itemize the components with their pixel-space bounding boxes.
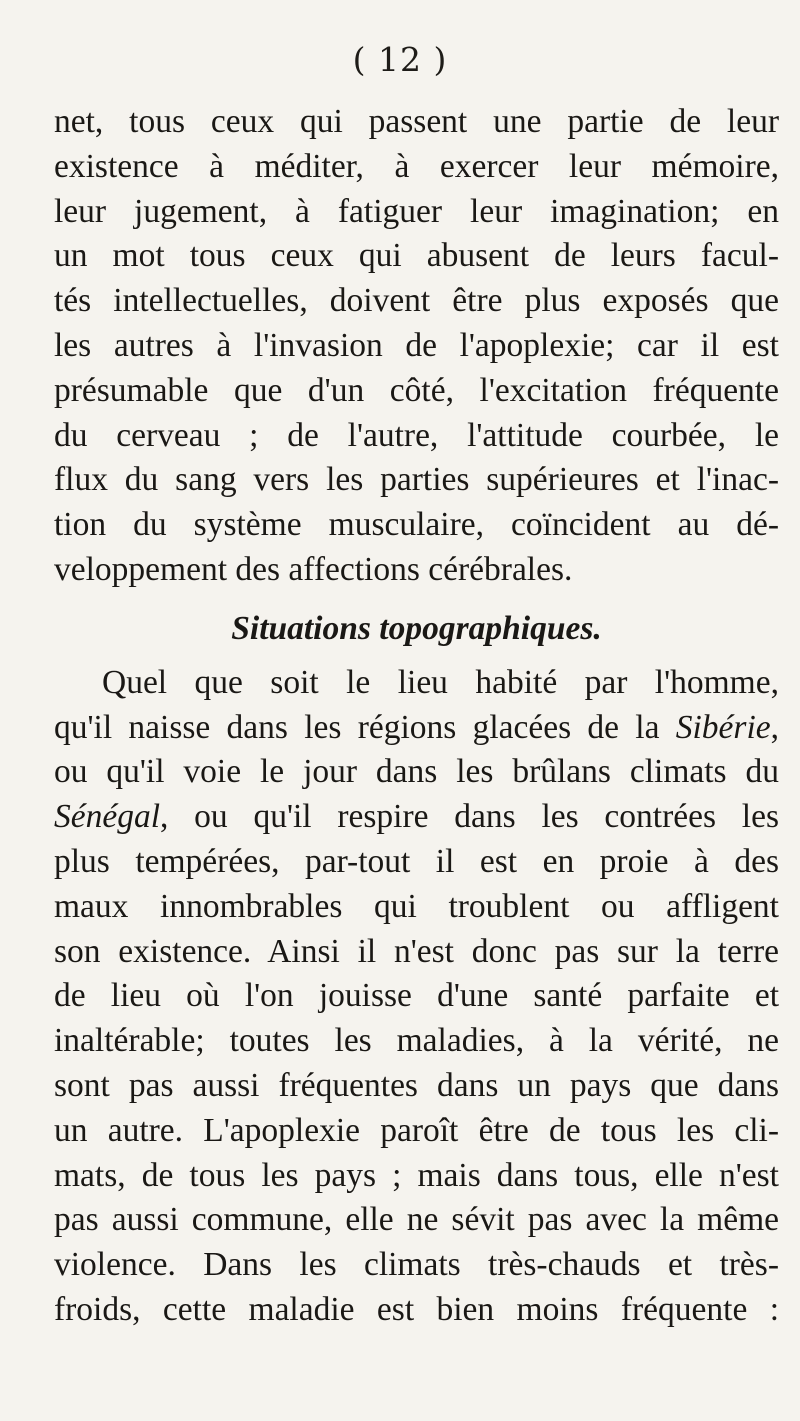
- body-text: [54, 100, 779, 1333]
- text-line: présumable que d'un côté, l'excitation fréquente: [54, 371, 779, 409]
- text-line: pas aussi commune, elle ne sévit pas avec la même: [54, 1201, 779, 1239]
- text-line: froids, cette maladie est bien moins fréquente :: [54, 1290, 779, 1328]
- text-line: Quel que soit le lieu habité par l'homme,: [102, 663, 779, 701]
- text-line: ou qu'il voie le jour dans les brûlans climats du: [54, 753, 779, 791]
- text-line: sont pas aussi fréquentes dans un pays que dans: [54, 1066, 779, 1104]
- text-fragment: qu'il naisse dans les régions glacées de la: [54, 708, 676, 746]
- text-line: un mot tous ceux qui abusent de leurs facul-: [54, 237, 779, 275]
- text-fragment: ,: [770, 708, 779, 746]
- text-line: [54, 795, 779, 840]
- place-name-senegal: Sénégal: [54, 798, 161, 836]
- text-line: mats, de tous les pays ; mais dans tous, elle n'est: [54, 1156, 779, 1194]
- text-line: les autres à l'invasion de l'apoplexie; car il est: [54, 326, 779, 364]
- page-number: ( 12 ): [352, 40, 448, 79]
- text-line: flux du sang vers les parties supérieures et l'inac-: [54, 461, 779, 499]
- text-line: plus tempérées, par-tout il est en proie à des: [54, 842, 779, 880]
- text-line: son existence. Ainsi il n'est donc pas sur la terre: [54, 932, 779, 970]
- text-line: un autre. L'apoplexie paroît être de tous les cli-: [54, 1111, 779, 1149]
- text-line: veloppement des affections cérébrales.: [54, 550, 573, 588]
- text-line: maux innombrables qui troublent ou affligent: [54, 887, 779, 925]
- text-line: violence. Dans les climats très-chauds et très-: [54, 1246, 779, 1284]
- text-line: tés intellectuelles, doivent être plus exposés que: [54, 282, 779, 320]
- text-line: tion du système musculaire, coïncident au dé-: [54, 506, 779, 544]
- section-heading: Situations topographiques.: [231, 609, 602, 647]
- text-line: existence à méditer, à exercer leur mémoire,: [54, 147, 779, 185]
- text-line: [54, 706, 779, 751]
- text-line: leur jugement, à fatiguer leur imagination; en: [54, 192, 779, 230]
- place-name-siberie: Sibérie: [675, 708, 771, 746]
- text-line: du cerveau ; de l'autre, l'attitude courbée, le: [54, 416, 779, 454]
- text-line: inaltérable; toutes les maladies, à la vérité, ne: [54, 1022, 779, 1060]
- text-fragment: , ou qu'il respire dans les contrées les: [160, 798, 779, 836]
- text-line: net, tous ceux qui passent une partie de leur: [54, 103, 779, 140]
- text-line: de lieu où l'on jouisse d'une santé parfaite et: [54, 977, 779, 1015]
